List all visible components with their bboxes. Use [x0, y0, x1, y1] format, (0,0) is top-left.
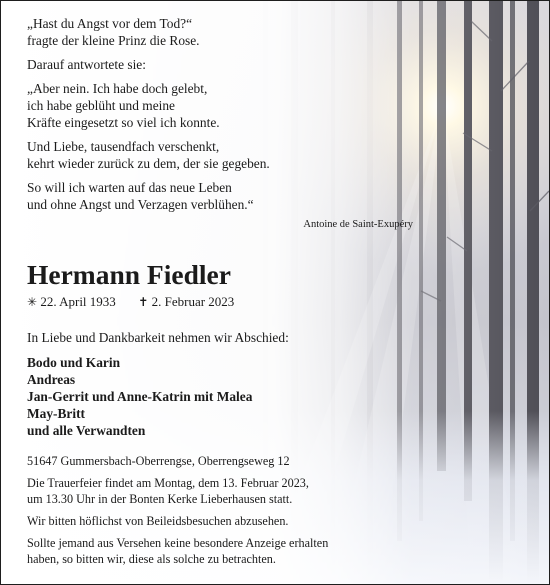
- birth-star-icon: ✳: [27, 295, 38, 309]
- poem-line: Und Liebe, tausendfach verschenkt,: [27, 139, 220, 154]
- life-dates: [27, 293, 357, 311]
- mourner-item: May-Britt: [27, 406, 86, 421]
- mourner-item: Andreas: [27, 372, 76, 387]
- notice-info: [27, 453, 357, 567]
- notice-content: [27, 15, 413, 573]
- poem-line: „Hast du Angst vor dem Tod?“: [27, 16, 193, 31]
- birth-date: 22. April 1933: [40, 294, 116, 309]
- death-cross-icon: ✝: [138, 295, 149, 309]
- poem-line: kehrt wieder zurück zu dem, der sie gegeben.: [27, 156, 270, 171]
- poem-line: fragte der kleine Prinz die Rose.: [27, 33, 200, 48]
- poem-stanza: [27, 15, 357, 49]
- death-date: 2. Februar 2023: [151, 294, 235, 309]
- poem: [27, 15, 413, 233]
- mourner-item: und alle Verwandten: [27, 423, 146, 438]
- mourner-item: Bodo und Karin: [27, 355, 121, 370]
- mourner-item: Jan-Gerrit und Anne-Katrin mit Malea: [27, 389, 253, 404]
- poem-attribution: Antoine de Saint-Exupéry: [303, 219, 413, 230]
- mourners-list: [27, 354, 357, 439]
- funeral-info: [27, 475, 367, 507]
- poem-stanza: [27, 56, 357, 73]
- address: 51647 Gummersbach-Oberrengse, Oberrengseweg 12: [27, 454, 290, 468]
- apology-note: [27, 535, 372, 567]
- poem-line: ich habe geblüht und meine: [27, 98, 175, 113]
- apology-line: haben, so bitten wir, diese als solche zu betrachten.: [27, 552, 276, 566]
- visit-request: Wir bitten höflichst von Beileidsbesuchen abzusehen.: [27, 514, 289, 528]
- funeral-line: Die Trauerfeier findet am Montag, dem 13. Februar 2023,: [27, 476, 309, 490]
- poem-line: und ohne Angst und Verzagen verblühen.“: [27, 197, 254, 212]
- poem-stanza: [27, 138, 357, 172]
- poem-stanza: [27, 179, 357, 213]
- poem-line: So will ich warten auf das neue Leben: [27, 180, 232, 195]
- poem-line: „Aber nein. Ich habe doch gelebt,: [27, 81, 208, 96]
- poem-line: Kräfte eingesetzt so viel ich konnte.: [27, 115, 220, 130]
- poem-stanza: [27, 80, 357, 131]
- deceased-name: Hermann Fiedler: [27, 259, 231, 290]
- funeral-line: um 13.30 Uhr in der Bonten Kerke Lieberhausen statt.: [27, 492, 293, 506]
- apology-line: Sollte jemand aus Versehen keine besondere Anzeige erhalten: [27, 536, 329, 550]
- farewell-intro: In Liebe und Dankbarkeit nehmen wir Abschied:: [27, 330, 289, 345]
- poem-line: Darauf antwortete sie:: [27, 57, 146, 72]
